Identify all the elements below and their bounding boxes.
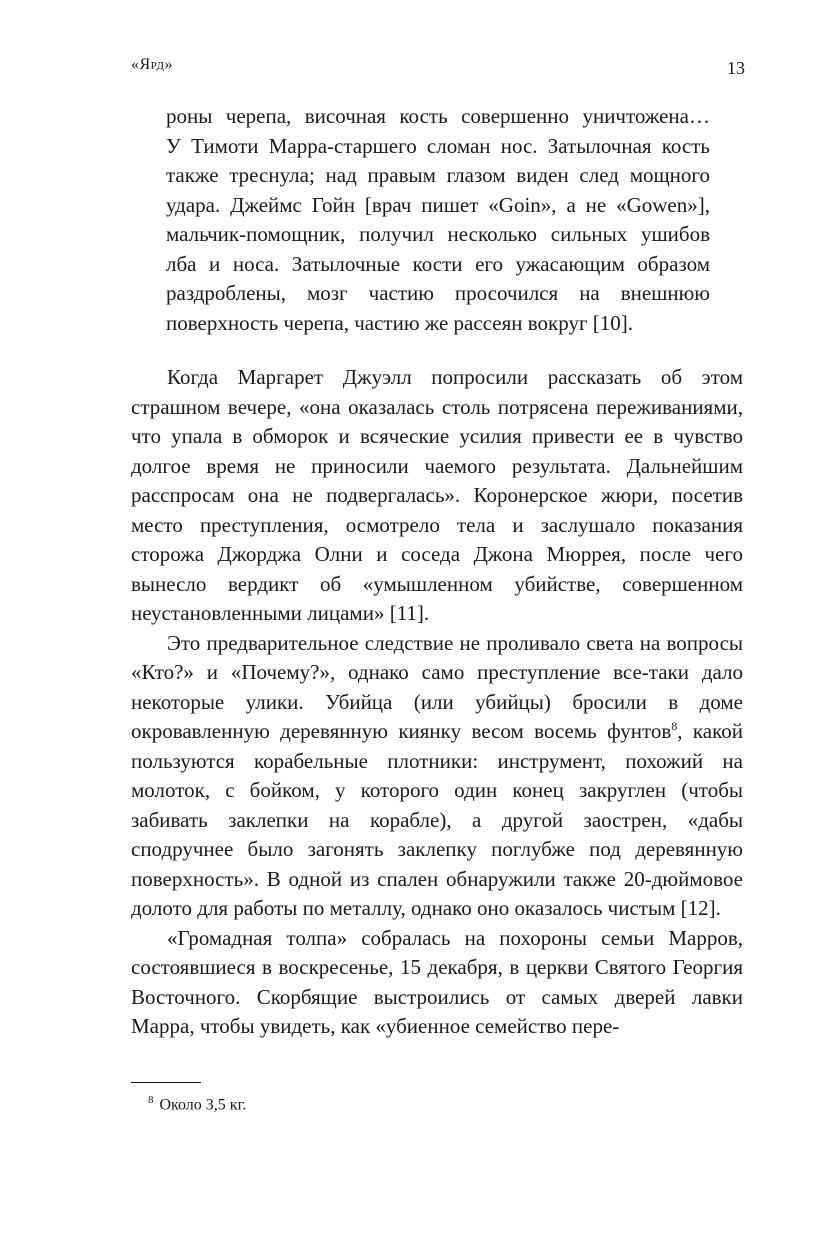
paragraph-text: , какой пользуются корабельные плотники: инструмент, похожий на молоток, с бойком, у которого один конец закруглен (чтобы забивать заклепки на корабле), а другой заострен, «дабы сподручнее было загонять заклепку поглубже под деревянную поверхность». В одной из спален обнаружили также 20-дюймовое долото для работы по металлу, однако оно оказалось чистым [12]. (131, 719, 743, 920)
footnote-number: 8 (148, 1094, 154, 1106)
body-text (131, 363, 743, 1042)
page-number: 13 (727, 58, 745, 78)
running-head: «Ярд» (131, 56, 173, 73)
paragraph: «Громадная толпа» собралась на похороны семьи Марров, состоявшиеся в воскресенье, 15 декабря, в церкви Святого Георгия Восточного. Скорбящие выстроились от самых дверей лавки Марра, чтобы увидеть, как «убиенное семейство пере- (131, 925, 743, 1038)
footnote-divider (131, 1082, 201, 1083)
quote-line: удара. Джеймс Гойн [врач пишет «Goin», а не «Gowen»], (166, 192, 710, 217)
quote-line: раздроблены, мозг частию просочился на внешнюю (166, 281, 710, 305)
paragraph: Когда Маргарет Джуэлл попросили рассказать об этом страшном вечере, «она оказалась столь потрясена переживаниями, что упала в обморок и всяческие усилия привести ее в чувство долгое время не приносили чаемого результата. Дальнейшим расспросам она не подвергалась». Коронерское жюри, посетив место преступления, осмотрело тела и заслушало показания сторожа Джорджа Олни и соседа Джона Мюррея, после чего вынесло вердикт об «умышленном убийстве, совершенном неустановленными лицами» [11]. (131, 365, 743, 625)
quote-line: поверхность черепа, частию же рассеян вокруг [10]. (166, 310, 634, 335)
paragraph (131, 629, 743, 924)
footnote (148, 1094, 246, 1114)
paragraph-text: Это предварительное следствие не проливало света на вопросы «Кто?» и «Почему?», однако само преступление все-таки дало некоторые улики. Убийца (или убийцы) бросили в доме окровавленную деревянную киянку весом восемь фунтов (131, 630, 743, 743)
footnote-text: Около 3,5 кг. (159, 1096, 247, 1114)
quote-line: У Тимоти Марра-старшего сломан нос. Затылочная кость (166, 133, 710, 158)
quote-line: мальчик-помощник, получил несколько сильных ушибов (166, 222, 710, 246)
quote-line: роны черепа, височная кость совершенно уничтожена… (166, 104, 710, 128)
quote-line: также треснула; над правым глазом виден след мощного (166, 163, 710, 187)
footnote-reference[interactable]: 8 (671, 719, 678, 733)
quote-line: лба и носа. Затылочные кости его ужасающим образом (166, 251, 710, 276)
quoted-passage (166, 102, 710, 338)
